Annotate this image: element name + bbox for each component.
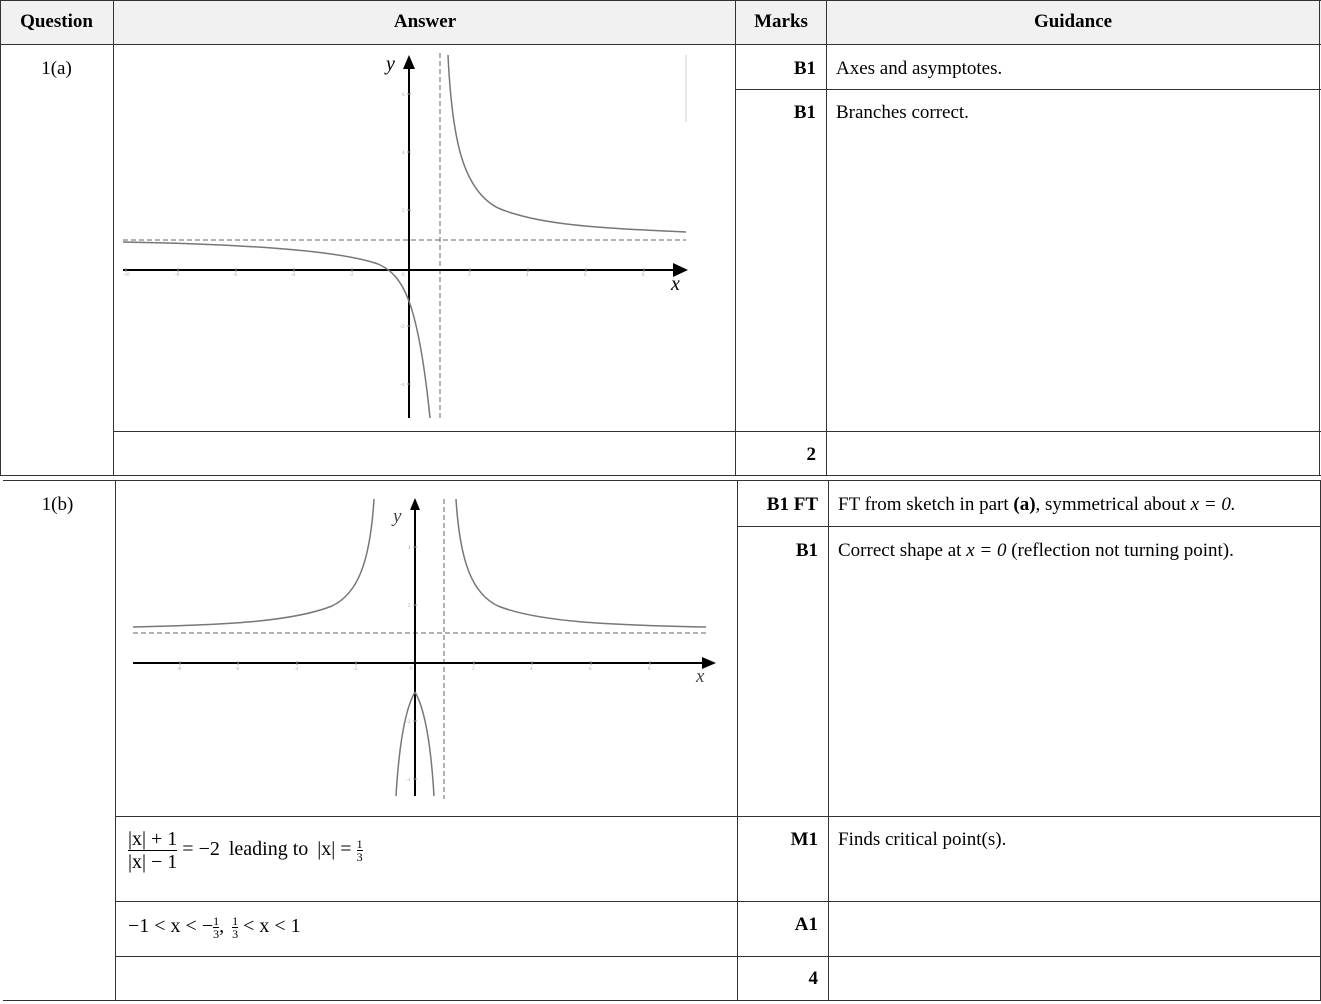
guidance-text: (reflection not turning point). [1006, 540, 1234, 561]
frac-den: 3 [213, 927, 220, 941]
header-answer: Answer [393, 11, 457, 32]
svg-text:-4: -4 [291, 273, 296, 278]
equals-text: = −2 [182, 838, 220, 861]
fraction-denominator: |x| − 1 [128, 851, 178, 873]
frac-num: 1 [213, 914, 220, 928]
svg-text:8: 8 [642, 273, 645, 278]
guidance-1a-2: Branches correct. [836, 102, 969, 123]
svg-text:-2: -2 [400, 325, 405, 330]
svg-text:6: 6 [584, 273, 587, 278]
mark-1b-3: M1 [790, 829, 818, 850]
mark-1a-2: B1 [793, 102, 816, 123]
svg-text:-4: -4 [406, 778, 411, 783]
working-equation [128, 828, 363, 873]
mark-1b-1: B1 FT [766, 494, 818, 515]
svg-text:0: 0 [410, 667, 413, 672]
svg-text:-8: -8 [175, 273, 180, 278]
guidance-1b-2 [838, 540, 1234, 562]
x-axis-label: x [696, 666, 705, 687]
answer-fraction-2 [232, 915, 238, 940]
leading-to-text: leading to [228, 838, 309, 861]
question-label-1a: 1(a) [41, 58, 72, 79]
graph-1b [128, 494, 720, 804]
guidance-math: x = 0 [966, 540, 1007, 561]
divider [0, 475, 1321, 476]
guidance-bold: (a) [1013, 494, 1036, 515]
x-axis-label: x [671, 273, 680, 295]
svg-text:4: 4 [530, 667, 533, 672]
svg-text:4: 4 [526, 273, 529, 278]
frac-den: 3 [356, 850, 363, 864]
svg-text:-4: -4 [294, 667, 299, 672]
header-guidance: Guidance [1033, 11, 1113, 32]
svg-text:0: 0 [402, 273, 405, 278]
frac-num: 1 [232, 914, 239, 928]
divider [114, 431, 1321, 432]
svg-text:-10: -10 [123, 273, 130, 278]
svg-text:2: 2 [472, 667, 475, 672]
svg-text:-2: -2 [406, 720, 411, 725]
answer-part2: < x < 1 [243, 915, 301, 938]
divider [3, 480, 1321, 481]
y-axis-label: y [393, 506, 402, 527]
fraction [128, 828, 177, 873]
total-1b: 4 [808, 968, 818, 989]
guidance-1a-1: Axes and asymptotes. [836, 58, 1003, 79]
svg-text:2: 2 [402, 209, 405, 214]
divider [115, 816, 1321, 817]
fraction-numerator: |x| + 1 [128, 828, 178, 850]
mark-1b-2: B1 [795, 540, 818, 561]
total-1a: 2 [806, 444, 816, 465]
guidance-text: Correct shape at [838, 540, 967, 561]
svg-text:2: 2 [408, 604, 411, 609]
guidance-1b-3: Finds critical point(s). [838, 829, 1007, 850]
svg-text:-4: -4 [400, 383, 405, 388]
svg-text:-8: -8 [177, 667, 182, 672]
svg-text:8: 8 [648, 667, 651, 672]
divider [115, 480, 116, 1001]
divider [3, 1000, 1321, 1001]
question-label-1b: 1(b) [41, 494, 74, 515]
divider [0, 44, 1321, 45]
divider [1319, 0, 1320, 476]
graph-1a [118, 50, 693, 425]
final-answer [128, 915, 301, 940]
divider [828, 480, 829, 1001]
mark-1a-1: B1 [793, 58, 816, 79]
graph-1b-svg [128, 494, 720, 804]
guidance-text: FT from sketch in part [838, 494, 1014, 515]
svg-text:6: 6 [402, 93, 405, 98]
guidance-1b-1 [838, 494, 1236, 516]
header-marks: Marks [754, 11, 808, 32]
frac-num: 1 [356, 837, 363, 851]
mark-1b-4: A1 [794, 914, 818, 935]
divider [0, 0, 1321, 1]
guidance-text: , symmetrical about [1035, 494, 1191, 515]
divider [115, 901, 1321, 902]
svg-text:6: 6 [589, 667, 592, 672]
divider [738, 526, 1321, 527]
divider [826, 0, 827, 476]
svg-text:-6: -6 [235, 667, 240, 672]
svg-text:2: 2 [468, 273, 471, 278]
guidance-math: x = 0. [1190, 494, 1236, 515]
svg-text:-2: -2 [349, 273, 354, 278]
svg-text:-2: -2 [353, 667, 358, 672]
divider [736, 89, 1321, 90]
divider [115, 956, 1321, 957]
svg-text:4: 4 [408, 546, 411, 551]
header-question: Question [20, 11, 93, 32]
frac-den: 3 [232, 927, 239, 941]
graph-1a-svg [118, 50, 693, 425]
svg-text:-6: -6 [233, 273, 238, 278]
answer-separator: , [219, 915, 225, 938]
divider [113, 0, 114, 476]
result-fraction [357, 838, 363, 863]
result-lhs: |x| = [317, 838, 352, 861]
svg-text:4: 4 [402, 151, 405, 156]
answer-part1: −1 < x < − [128, 915, 214, 938]
y-axis-label: y [386, 53, 395, 75]
